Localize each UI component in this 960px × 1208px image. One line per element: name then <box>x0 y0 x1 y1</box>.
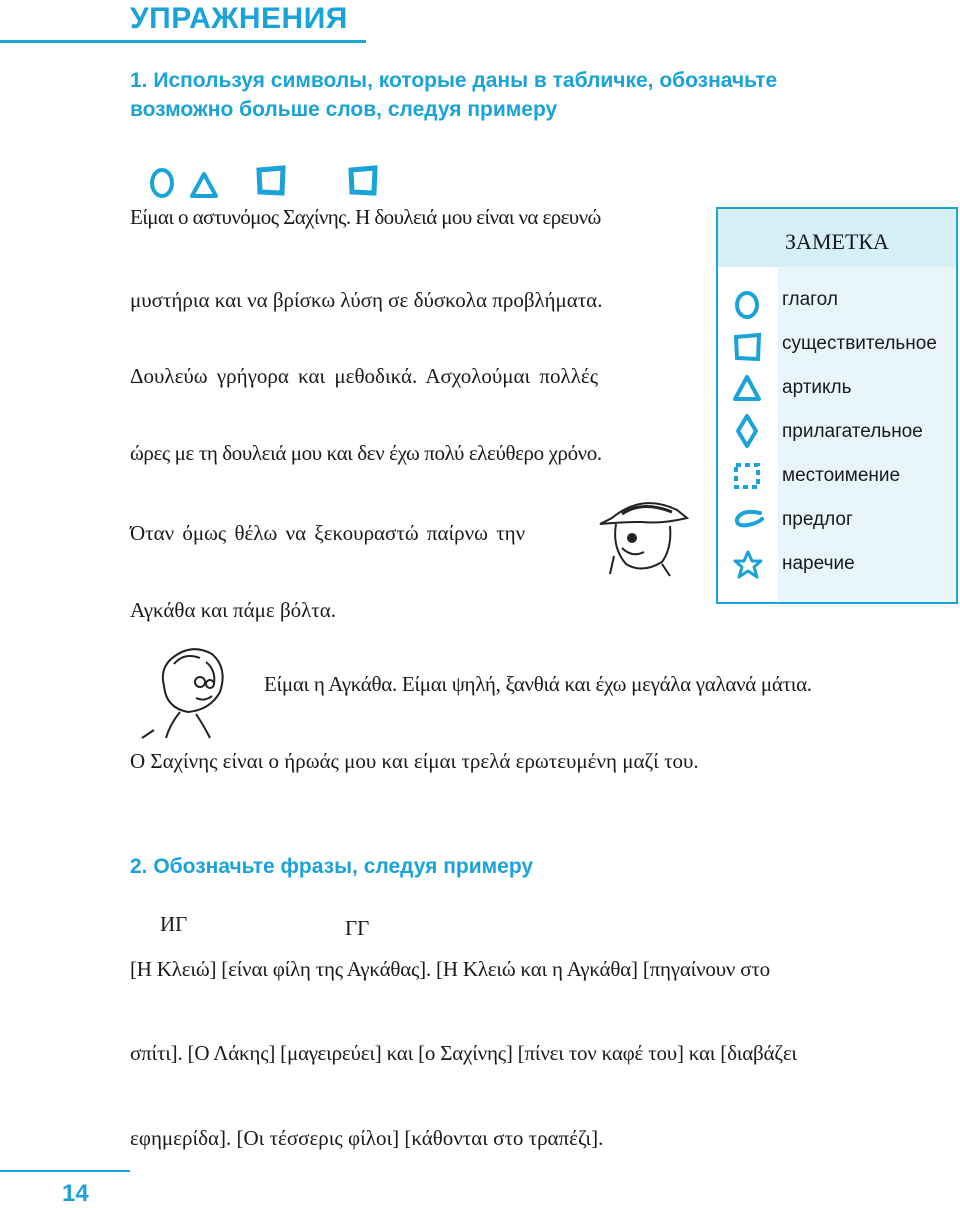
detective-illustration <box>592 488 692 578</box>
star-icon <box>732 549 764 581</box>
square-icon <box>346 164 380 198</box>
note-item-label: артикль <box>782 377 852 398</box>
task2-instruction: 2. Обозначьте фразы, следуя примеру <box>130 855 534 878</box>
note-item-label: наречие <box>782 553 855 574</box>
text-line: Ο Σαχίνης είναι ο ήρωάς μου και είμαι τρελά ερωτευμένη μαζί του. <box>130 749 699 773</box>
triangle-icon <box>732 373 762 403</box>
text-line: Αγκάθα και πάμε βόλτα. <box>130 598 337 622</box>
footer-rule <box>0 1170 130 1172</box>
note-box <box>716 207 958 604</box>
text-line: Δουλεύω γρήγορα και μεθοδικά. Ασχολούμαι πολλές <box>130 364 599 388</box>
label-gg: ГГ <box>345 916 370 940</box>
text-line: σπίτι]. [Ο Λάκης] [μαγειρεύει] και [ο Σαχίνης] [πίνει τον καφέ του] και [διαβάζει <box>130 1041 797 1065</box>
text-line: ώρες με τη δουλειά μου και δεν έχω πολύ ελεύθερο χρόνο. <box>130 441 602 465</box>
note-item-label: существительное <box>782 333 937 354</box>
circle-icon <box>732 289 762 321</box>
note-item-label: предлог <box>782 509 853 530</box>
note-item-label: местоимение <box>782 465 901 486</box>
text-line: [Η Κλειώ] [είναι φίλη της Αγκάθας]. [Η Κλειώ και η Αγκάθα] [πηγαίνουν στο <box>130 957 770 981</box>
diamond-icon <box>732 413 762 449</box>
task1-line2: возможно больше слов, следуя примеру <box>130 98 558 121</box>
circle-icon <box>148 166 178 200</box>
text-line: Όταν όμως θέλω να ξεκουραστώ παίρνω την <box>130 521 526 545</box>
note-title: ЗАМЕТКА <box>785 229 889 254</box>
dashed-square-icon <box>732 461 762 491</box>
task1-line1: 1. Используя символы, которые даны в табличке, обозначьте <box>130 69 778 92</box>
note-item-label: глагол <box>782 289 838 310</box>
heading-rule <box>0 40 366 43</box>
swoosh-icon <box>732 507 766 531</box>
text-line: μυστήρια και να βρίσκω λύση σε δύσκολα προβλήματα. <box>130 288 603 312</box>
text-line: Είμαι ο αστυνόμος Σαχίνης. Η δουλειά μου είναι να ερευνώ <box>130 205 601 229</box>
task1-instruction <box>130 66 777 124</box>
agatha-illustration <box>140 640 240 740</box>
square-icon <box>732 331 762 363</box>
label-ig: ИГ <box>160 912 188 936</box>
text-line: Είμαι η Αγκάθα. Είμαι ψηλή, ξανθιά και έχω μεγάλα γαλανά μάτια. <box>264 672 812 696</box>
triangle-icon <box>188 170 220 200</box>
page-heading: УПРАЖНЕНИЯ <box>130 2 348 35</box>
page-number: 14 <box>62 1180 89 1207</box>
text-line: εφημερίδα]. [Οι τέσσερις φίλοι] [κάθονται στο τραπέζι]. <box>130 1126 604 1150</box>
note-item-label: прилагательное <box>782 421 923 442</box>
square-icon <box>254 164 288 198</box>
